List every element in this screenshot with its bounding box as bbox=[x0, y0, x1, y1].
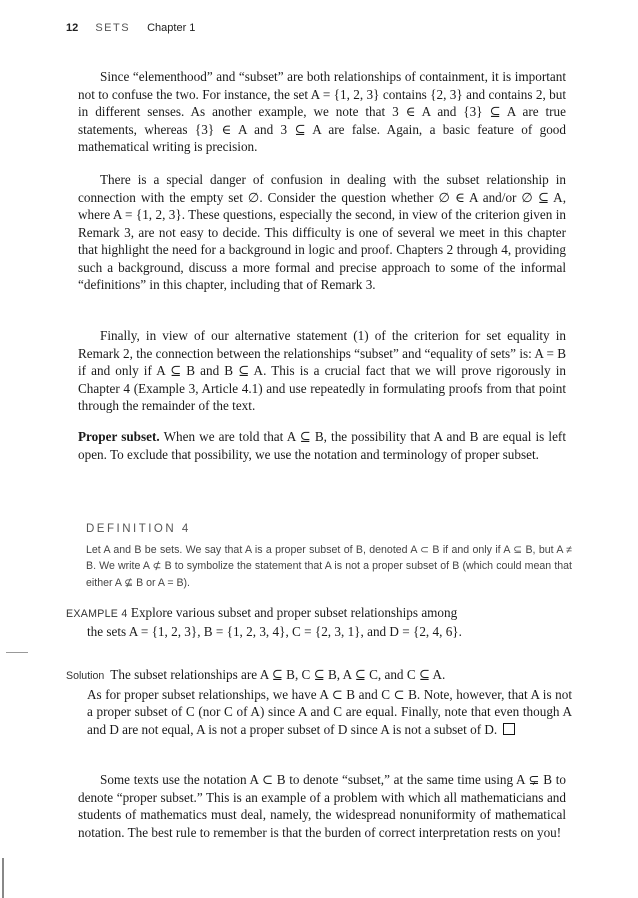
page-number: 12 bbox=[66, 22, 79, 34]
solution-first-line bbox=[66, 666, 572, 686]
solution-label: Solution bbox=[66, 670, 105, 682]
proper-subset-text: When we are told that A ⊆ B, the possibility that A and B are equal is left open. To exclude that possibility, we use the notation and terminology of proper subset. bbox=[78, 429, 566, 462]
example-label: EXAMPLE 4 bbox=[66, 608, 128, 620]
page-edge-shadow bbox=[2, 858, 4, 898]
definition-heading: DEFINITION 4 bbox=[86, 523, 191, 535]
qed-box-icon bbox=[503, 723, 515, 735]
paragraph-text: Some texts use the notation A ⊂ B to denote “subset,” at the same time using A ⊊ B to denote “proper subset.” This is an example of a problem with which all mathematicians and students of mathematics must deal, namely, the widespread nonuniformity of mathematical notation. The best rule to remember is that the burden of correct interpretation rests on you! bbox=[78, 772, 566, 840]
definition-block bbox=[86, 521, 572, 591]
solution-text: As for proper subset relationships, we have A ⊂ B and C ⊂ B. Note, however, that A is not a proper subset of C (nor C of A) since A and C are equal. Finally, note that even though A and D are not equal, A is not a proper subset of D since A is not a subset of D. bbox=[87, 686, 572, 737]
example-block bbox=[66, 604, 570, 641]
proper-subset-section bbox=[78, 428, 566, 463]
margin-mark bbox=[6, 652, 28, 653]
definition-text: Let A and B be sets. We say that A is a proper subset of B, denoted A ⊂ B if and only if A ⊆ B, but A ≠ B. We write A ⊄ B to symbolize the statement that A is not a proper subset of B (which could mean that either A ⊈ B or A = B). bbox=[86, 543, 572, 589]
chapter-title: Chapter 1 bbox=[147, 22, 196, 34]
running-head bbox=[66, 22, 195, 34]
paragraph-set-equality bbox=[78, 327, 566, 415]
paragraph-text: Since “elementhood” and “subset” are both relationships of containment, it is important not to confuse the two. For instance, the set A = {1, 2, 3} contains {2, 3} and contains 2, but in different senses. As another example, we note that 3 ∈ A and {3} ⊆ A are true statements, whereas {3} ∈ A and 3 ⊆ A are false. Again, a basic feature of good mathematical writing is precision. bbox=[78, 69, 566, 154]
paragraph-text: Finally, in view of our alternative statement (1) of the criterion for set equality in Remark 2, the connection between the relationships “subset” and “equality of sets” is: A = B if and only if A ⊆ B and B ⊆ A. This is a crucial fact that we will prove rigorously in Chapter 4 (Example 3, Article 4.1) and use repeatedly in formulating proofs from that point through the remainder of the text. bbox=[78, 328, 566, 413]
section-title: SETS bbox=[95, 22, 131, 34]
example-line-2: the sets A = {1, 2, 3}, B = {1, 2, 3, 4}, C = {2, 3, 1}, and D = {2, 4, 6}. bbox=[87, 624, 462, 639]
solution-first-text: The subset relationships are A ⊆ B, C ⊆ B, A ⊆ C, and C ⊆ A. bbox=[110, 667, 446, 682]
paragraph-notation bbox=[78, 771, 566, 841]
example-line-1 bbox=[66, 604, 570, 623]
solution-continued bbox=[66, 686, 572, 739]
paragraph-empty-set bbox=[78, 171, 566, 294]
proper-subset-heading: Proper subset. bbox=[78, 429, 160, 444]
paragraph-elementhood bbox=[78, 68, 566, 156]
paragraph-text: There is a special danger of confusion in dealing with the subset relationship in connection with the empty set ∅. Consider the question whether ∅ ∈ A and/or ∅ ⊆ A, where A = {1, 2, 3}. These questions, especially the second, in view of the criterion given in Remark 3, are not easy to decide. This difficulty is one of several we meet in this chapter that highlight the need for a background in logic and proof. Chapters 2 through 4, providing such a background, discuss a more formal and precise approach to some of the informal “definitions” in this chapter, including that of Remark 3. bbox=[78, 172, 566, 292]
example-text: Explore various subset and proper subset relationships among bbox=[130, 605, 458, 620]
proper-subset-paragraph bbox=[78, 428, 566, 463]
solution-block bbox=[66, 666, 572, 738]
